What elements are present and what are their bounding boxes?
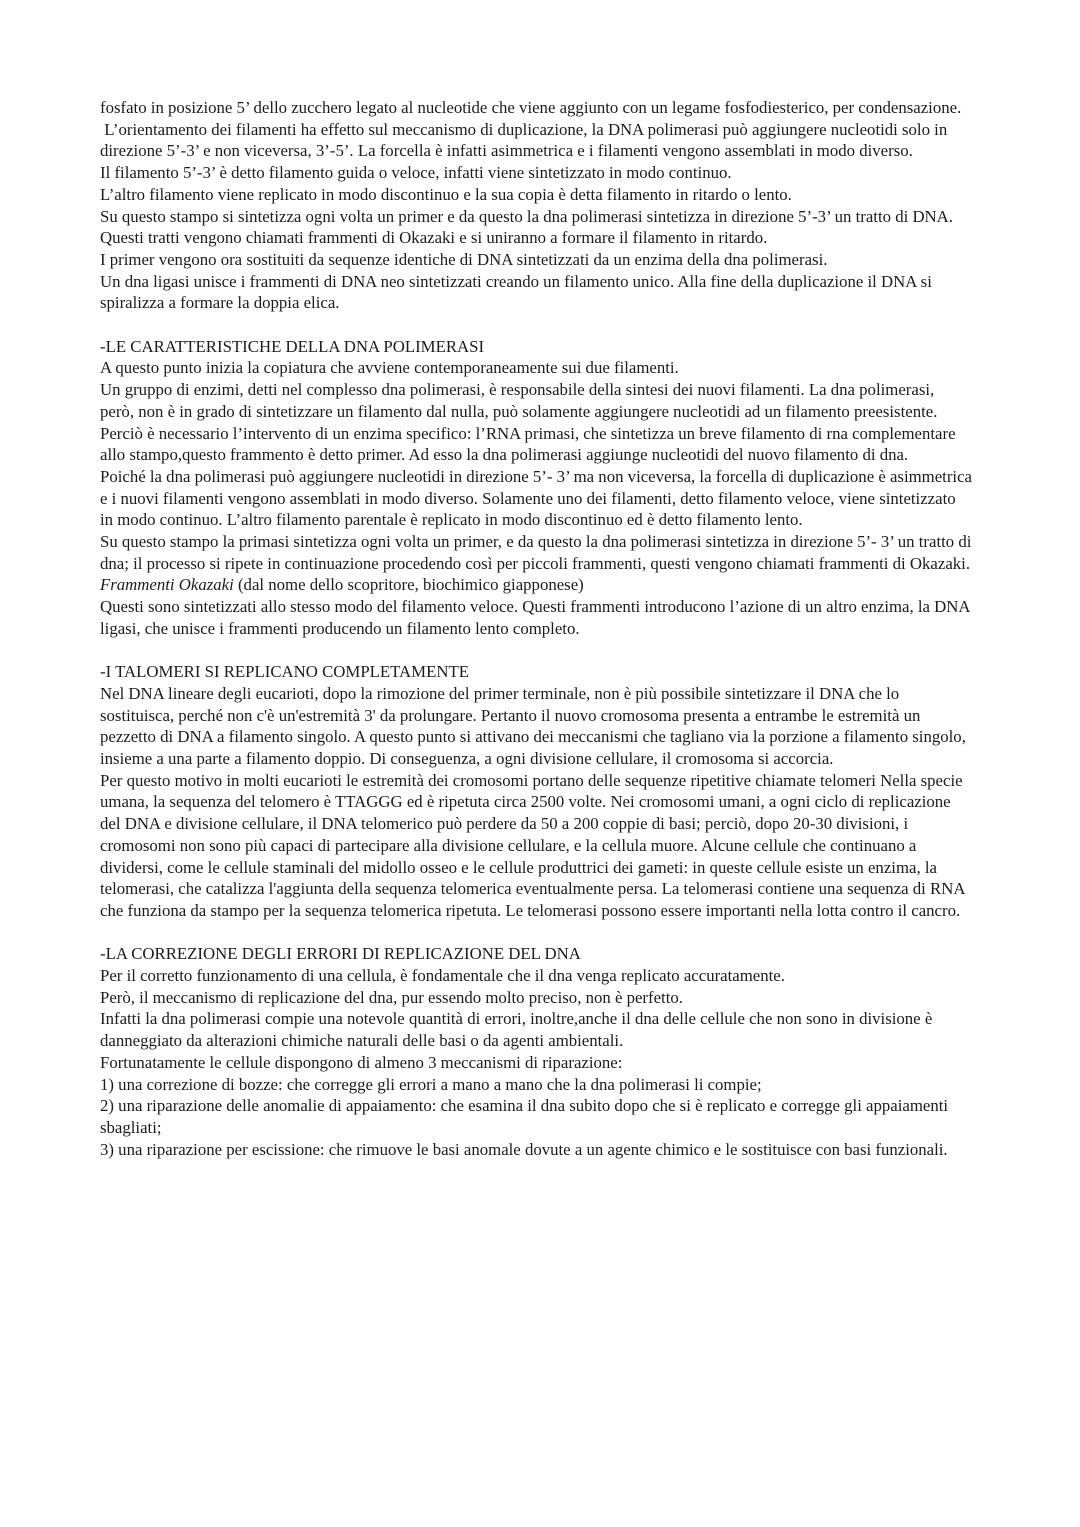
paragraph: Su questo stampo si sintetizza ogni volta un primer e da questo la dna polimerasi sintetizza in direzione 5’-3’ un tratto di DNA. Questi tratti vengono chiamati frammenti di Okazaki e si uniranno a formare il filamento in ritardo. [100, 206, 958, 248]
paragraph-numbered-item: 2) una riparazione delle anomalie di appaiamento: che esamina il dna subito dopo che si è replicato e corregge gli appaiamenti sbagliati; [100, 1096, 953, 1137]
paragraph: Un dna ligasi unisce i frammenti di DNA neo sintetizzati creando un filamento unico. Alla fine della duplicazione il DNA si spiralizza a formare la doppia elica. [100, 271, 937, 313]
paragraph: A questo punto inizia la copiatura che avviene contemporaneamente sui due filamenti. [100, 358, 679, 378]
paragraph: L’altro filamento viene replicato in modo discontinuo e la sua copia è detta filamento in ritardo o lento. [100, 184, 792, 204]
paragraph-numbered-item: 1) una correzione di bozze: che corregge gli errori a mano a mano che la dna polimerasi li compie; [100, 1074, 762, 1094]
paragraph: Nel DNA lineare degli eucarioti, dopo la rimozione del primer terminale, non è più possibile sintetizzare il DNA che lo sostituisca, perché non c'è un'estremità 3' da prolungare. Pertanto il nuovo cromosoma presenta a entrambe le estremità un pezzetto di DNA a filamento singolo. A questo punto si attivano dei meccanismi che tagliano via la porzione a filamento singolo, insieme a una parte a filamento doppio. Di conseguenza, a ogni divisione cellulare, il cromosoma si accorcia. [100, 683, 971, 769]
okazaki-text-after: (dal nome dello scopritore, biochimico giapponese) [233, 575, 584, 595]
section-heading: -I TALOMERI SI REPLICANO COMPLETAMENTE [100, 662, 469, 682]
paragraph: Un gruppo di enzimi, detti nel complesso dna polimerasi, è responsabile della sintesi dei nuovi filamenti. La dna polimerasi, però, non è in grado di sintetizzare un filamento dal nulla, può solamente aggiungere nucleotidi ad un filamento preesistente. Perciò è necessario l’intervento di un enzima specifico: l’RNA primasi, che sintetizza un breve filamento di rna complementare allo stampo,questo frammento è detto primer. Ad esso la dna polimerasi aggiunge nucleotidi del nuovo filamento di dna. [100, 380, 960, 465]
paragraph: Però, il meccanismo di replicazione del dna, pur essendo molto preciso, non è perfetto. [100, 987, 683, 1007]
paragraph: Per questo motivo in molti eucarioti le estremità dei cromosomi portano delle sequenze ripetitive chiamate telomeri Nella specie umana, la sequenza del telomero è TTAGGG ed è ripetuta circa 2500 volte. Nei cromosomi umani, a ogni ciclo di replicazione del DNA e divisione cellulare, il DNA telomerico può perdere da 50 a 200 coppie di basi; perciò, dopo 20-30 divisioni, i cromosomi non sono più capaci di partecipare alla divisione cellulare, e la cellula muore. Alcune cellule che continuano a dividersi, come le cellule staminali del midollo osseo e le cellule produttrici dei gameti: in queste cellule esiste un enzima, la telomerasi, che catalizza l'aggiunta della sequenza telomerica eventualmente persa. La telomerasi contiene una sequenza di RNA che funziona da stampo per la sequenza telomerica ripetuta. Le telomerasi possono essere importanti nella lotta contro il cancro. [100, 770, 969, 920]
paragraph: Per il corretto funzionamento di una cellula, è fondamentale che il dna venga replicato accuratamente. [100, 966, 785, 986]
section-telomeri [100, 661, 972, 921]
paragraph: fosfato in posizione 5’ dello zucchero legato al nucleotide che viene aggiunto con un legame fosfodiesterico, per condensazione. [100, 98, 962, 117]
section-duplicazione-continuation [100, 97, 972, 314]
section-correzione-errori [100, 943, 972, 1160]
section-caratteristiche-dna-polimerasi [100, 336, 977, 640]
okazaki-text-before: Su questo stampo la primasi sintetizza ogni volta un primer, e da questo la dna polimerasi sintetizza in direzione 5’- 3’ un tratto di dna; il processo si ripete in continuazione procedendo così per piccoli frammenti, questi vengono chiamati frammenti di Okazaki. [100, 532, 976, 573]
paragraph: Questi sono sintetizzati allo stesso modo del filamento veloce. Questi frammenti introducono l’azione di un altro enzima, la DNA ligasi, che unisce i frammenti producendo un filamento lento completo. [100, 597, 974, 638]
paragraph: Infatti la dna polimerasi compie una notevole quantità di errori, inoltre,anche il dna delle cellule che non sono in divisione è danneggiato da alterazioni chimiche naturali delle basi o da agenti ambientali. [100, 1009, 937, 1051]
paragraph-okazaki [100, 531, 976, 596]
paragraph: I primer vengono ora sostituiti da sequenze identiche di DNA sintetizzati da un enzima della dna polimerasi. [100, 249, 828, 269]
paragraph: Il filamento 5’-3’ è detto filamento guida o veloce, infatti viene sintetizzato in modo continuo. [100, 163, 732, 183]
section-heading: -LE CARATTERISTICHE DELLA DNA POLIMERASI [100, 336, 485, 356]
paragraph: Poiché la dna polimerasi può aggiungere nucleotidi in direzione 5’- 3’ ma non viceversa, la forcella di duplicazione è asimmetrica e i nuovi filamenti vengono assemblati in modo diverso. Solamente uno dei filamenti, detto filamento veloce, viene sintetizzato in modo continuo. L’altro filamento parentale è replicato in modo discontinuo ed è detto filamento lento. [100, 466, 977, 530]
paragraph-numbered-item: 3) una riparazione per escissione: che rimuove le basi anomale dovute a un agente chimico e le sostituisce con basi funzionali. [100, 1139, 948, 1159]
paragraph: Fortunatamente le cellule dispongono di almeno 3 meccanismi di riparazione: [100, 1052, 623, 1072]
paragraph: L’orientamento dei filamenti ha effetto sul meccanismo di duplicazione, la DNA polimerasi può aggiungere nucleotidi solo in direzione 5’-3’ e non viceversa, 3’-5’. La forcella è infatti asimmetrica e i filamenti vengono assemblati in modo diverso. [100, 119, 952, 161]
okazaki-italic-term: Frammenti Okazaki [100, 575, 234, 595]
section-heading: -LA CORREZIONE DEGLI ERRORI DI REPLICAZIONE DEL DNA [100, 944, 581, 964]
